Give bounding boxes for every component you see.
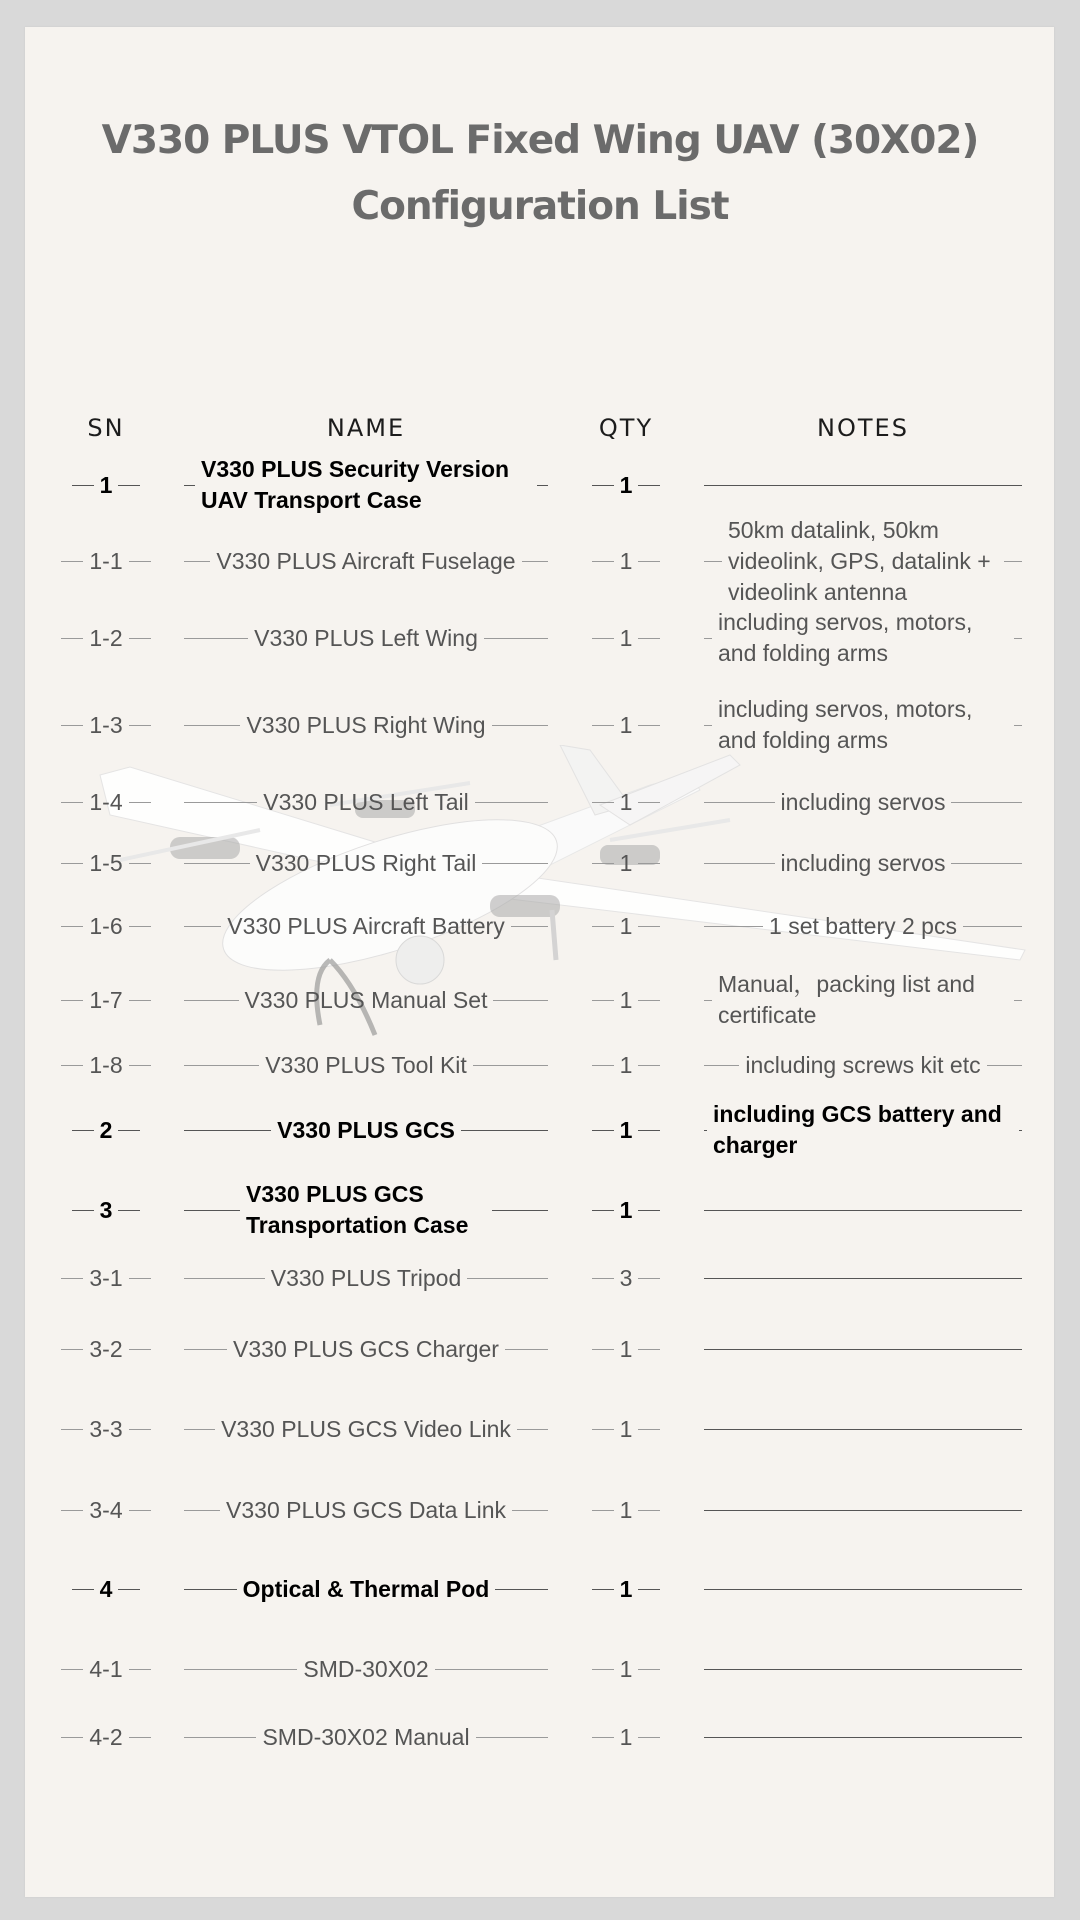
divider-line <box>592 802 614 803</box>
divider-line <box>118 1130 140 1131</box>
divider-line <box>638 863 660 864</box>
sn-value: 1-4 <box>89 788 123 815</box>
divider-line <box>129 926 151 927</box>
divider-line <box>129 1669 151 1670</box>
table-row <box>0 1258 1080 1298</box>
divider-line <box>1004 561 1022 562</box>
divider-line <box>505 1349 548 1350</box>
notes-value: including servos, motors, and folding arms <box>718 696 973 753</box>
header-sn: SN <box>87 414 125 442</box>
qty-value-cell <box>580 782 672 822</box>
table-row <box>0 516 1080 605</box>
divider-line <box>184 1510 220 1511</box>
divider-line <box>704 725 712 726</box>
divider-line <box>475 802 548 803</box>
divider-line <box>1019 1130 1022 1131</box>
sn-value: 1-8 <box>89 1051 123 1078</box>
table-row <box>0 1645 1080 1693</box>
divider-line <box>963 926 1022 927</box>
divider-line <box>704 638 712 639</box>
divider-line <box>592 1000 614 1001</box>
sn-value-cell <box>58 1045 154 1085</box>
item-name: V330 PLUS Right Wing <box>246 711 486 738</box>
divider-line <box>184 638 248 639</box>
sn-value: 3-2 <box>89 1335 123 1362</box>
divider-line <box>484 638 548 639</box>
item-name: V330 PLUS Right Tail <box>255 849 477 876</box>
qty-value: 1 <box>619 1051 633 1078</box>
divider-line <box>184 725 240 726</box>
item-name-cell <box>184 1045 548 1085</box>
sn-value: 1 <box>99 471 113 498</box>
qty-value: 1 <box>619 1723 633 1750</box>
table-row <box>0 1486 1080 1534</box>
divider-line <box>129 1278 151 1279</box>
divider-line <box>492 725 548 726</box>
notes-value-cell <box>704 1100 1022 1160</box>
divider-line <box>61 1349 83 1350</box>
notes-value-cell <box>704 1045 1022 1085</box>
divider-line <box>592 638 614 639</box>
divider-line <box>467 1278 548 1279</box>
divider-line <box>638 1510 660 1511</box>
sn-value: 1-6 <box>89 912 123 939</box>
qty-value-cell <box>580 455 672 515</box>
sn-value-cell <box>58 1645 154 1693</box>
divider-line <box>61 1429 83 1430</box>
item-name: SMD-30X02 <box>303 1655 429 1682</box>
divider-line <box>435 1669 548 1670</box>
item-name-cell <box>184 528 548 594</box>
qty-value: 1 <box>619 849 633 876</box>
table-row <box>0 1405 1080 1453</box>
divider-line <box>184 1737 256 1738</box>
sn-value-cell <box>58 1325 154 1373</box>
item-name-cell <box>184 1645 548 1693</box>
divider-line <box>1014 1000 1022 1001</box>
divider-line <box>1014 638 1022 639</box>
table-row <box>0 1565 1080 1613</box>
divider-line <box>592 1737 614 1738</box>
divider-line <box>129 1737 151 1738</box>
qty-value-cell <box>580 528 672 594</box>
sn-value: 4 <box>99 1575 113 1602</box>
item-name-cell <box>184 1405 548 1453</box>
divider-line <box>638 561 660 562</box>
divider-line <box>592 1065 614 1066</box>
table-row <box>0 605 1080 671</box>
divider-line <box>184 485 195 486</box>
item-name: V330 PLUS Left Tail <box>263 788 469 815</box>
divider-line <box>592 1669 614 1670</box>
notes-empty-line <box>704 1486 1022 1534</box>
sn-value-cell <box>58 1486 154 1534</box>
divider-line <box>638 1000 660 1001</box>
divider-line <box>592 1510 614 1511</box>
qty-value: 1 <box>619 1575 633 1602</box>
sn-value: 4-1 <box>89 1655 123 1682</box>
divider-line <box>704 1349 1022 1350</box>
table-row <box>0 1713 1080 1761</box>
sn-value: 1-3 <box>89 711 123 738</box>
table-row <box>0 1045 1080 1085</box>
divider-line <box>592 725 614 726</box>
qty-value: 1 <box>619 1655 633 1682</box>
divider-line <box>72 1589 94 1590</box>
sn-value-cell <box>58 843 154 883</box>
divider-line <box>1014 725 1022 726</box>
qty-value-cell <box>580 1405 672 1453</box>
divider-line <box>61 1737 83 1738</box>
qty-value: 1 <box>619 788 633 815</box>
divider-line <box>638 1278 660 1279</box>
item-name-cell <box>184 843 548 883</box>
divider-line <box>592 1349 614 1350</box>
divider-line <box>704 863 775 864</box>
divider-line <box>638 1349 660 1350</box>
item-name-cell <box>184 1486 548 1534</box>
divider-line <box>129 1510 151 1511</box>
divider-line <box>704 1429 1022 1430</box>
notes-empty-line <box>704 1258 1022 1298</box>
qty-value: 1 <box>619 711 633 738</box>
notes-empty-line <box>704 455 1022 515</box>
divider-line <box>184 1429 215 1430</box>
divider-line <box>61 1065 83 1066</box>
divider-line <box>184 1210 240 1211</box>
item-name: V330 PLUS Security Version UAV Transport Case <box>201 456 510 513</box>
item-name: V330 PLUS Tripod <box>270 1264 462 1291</box>
notes-empty-line <box>704 1180 1022 1240</box>
divider-line <box>704 485 1022 486</box>
sn-value-cell <box>58 695 154 755</box>
item-name-cell <box>184 906 548 946</box>
item-name: V330 PLUS GCS Data Link <box>226 1496 506 1523</box>
item-name-cell <box>184 782 548 822</box>
sn-value-cell <box>58 1713 154 1761</box>
item-name: V330 PLUS GCS <box>277 1116 455 1143</box>
divider-line <box>129 802 151 803</box>
divider-line <box>129 561 151 562</box>
divider-line <box>61 802 83 803</box>
divider-line <box>704 1000 712 1001</box>
notes-value-cell <box>704 695 1022 755</box>
item-name-cell <box>184 1713 548 1761</box>
qty-value-cell <box>580 1713 672 1761</box>
notes-value: 50km datalink, 50km videolink, GPS, datalink + videolink antenna <box>728 516 991 605</box>
divider-line <box>592 926 614 927</box>
item-name: SMD-30X02 Manual <box>262 1723 470 1750</box>
divider-line <box>61 1278 83 1279</box>
qty-value: 1 <box>619 624 633 651</box>
item-name-cell <box>184 1180 548 1240</box>
divider-line <box>638 638 660 639</box>
divider-line <box>493 1000 548 1001</box>
divider-line <box>638 1589 660 1590</box>
qty-value: 1 <box>619 1496 633 1523</box>
divider-line <box>61 926 83 927</box>
item-name-cell <box>184 1325 548 1373</box>
notes-value: including servos, motors, and folding arms <box>718 609 973 666</box>
divider-line <box>638 1210 660 1211</box>
item-name: V330 PLUS GCS Transportation Case <box>246 1181 469 1238</box>
divider-line <box>638 1429 660 1430</box>
qty-value: 1 <box>619 547 633 574</box>
item-name: V330 PLUS Aircraft Battery <box>227 912 505 939</box>
divider-line <box>592 1278 614 1279</box>
notes-value-cell <box>704 843 1022 883</box>
notes-value: including servos <box>780 849 946 876</box>
notes-value: including GCS battery and charger <box>713 1101 1002 1158</box>
divider-line <box>638 485 660 486</box>
title-line-1: V330 PLUS VTOL Fixed Wing UAV (30X02) <box>101 118 979 163</box>
notes-empty-line <box>704 1565 1022 1613</box>
title-line-2: Configuration List <box>351 184 729 229</box>
item-name-cell <box>184 1258 548 1298</box>
notes-value-cell <box>704 516 1022 605</box>
divider-line <box>184 1669 297 1670</box>
header-name: NAME <box>326 414 406 442</box>
notes-value: Manual，packing list and certificate <box>718 971 975 1028</box>
notes-empty-line <box>704 1713 1022 1761</box>
qty-value-cell <box>580 1325 672 1373</box>
item-name: V330 PLUS Aircraft Fuselage <box>216 547 516 574</box>
divider-line <box>638 725 660 726</box>
item-name: V330 PLUS GCS Charger <box>233 1335 499 1362</box>
sn-value-cell <box>58 782 154 822</box>
notes-value-cell <box>704 906 1022 946</box>
divider-line <box>592 485 614 486</box>
sn-value-cell <box>58 1180 154 1240</box>
divider-line <box>522 561 548 562</box>
qty-value-cell <box>580 843 672 883</box>
qty-value: 3 <box>619 1264 633 1291</box>
qty-value-cell <box>580 1100 672 1160</box>
sn-value: 1-2 <box>89 624 123 651</box>
divider-line <box>638 926 660 927</box>
table-row <box>0 843 1080 883</box>
item-name-cell <box>184 695 548 755</box>
divider-line <box>511 926 548 927</box>
sn-value: 1-1 <box>89 547 123 574</box>
item-name: V330 PLUS Tool Kit <box>265 1051 467 1078</box>
divider-line <box>184 1278 265 1279</box>
item-name: V330 PLUS Left Wing <box>254 624 478 651</box>
divider-line <box>592 561 614 562</box>
divider-line <box>72 1130 94 1131</box>
table-row <box>0 1180 1080 1240</box>
divider-line <box>61 638 83 639</box>
sn-value-cell <box>58 967 154 1033</box>
divider-line <box>592 863 614 864</box>
divider-line <box>704 1278 1022 1279</box>
divider-line <box>638 1737 660 1738</box>
divider-line <box>987 1065 1022 1066</box>
sn-value-cell <box>58 1100 154 1160</box>
notes-value: 1 set battery 2 pcs <box>769 912 957 939</box>
qty-value-cell <box>580 1180 672 1240</box>
divider-line <box>592 1589 614 1590</box>
divider-line <box>184 1589 237 1590</box>
divider-line <box>482 863 548 864</box>
divider-line <box>704 1210 1022 1211</box>
table-row <box>0 455 1080 515</box>
item-name: Optical & Thermal Pod <box>242 1575 490 1602</box>
notes-empty-line <box>704 1645 1022 1693</box>
divider-line <box>704 1589 1022 1590</box>
sn-value-cell <box>58 1258 154 1298</box>
header-qty: QTY <box>598 414 654 442</box>
divider-line <box>61 863 83 864</box>
divider-line <box>704 802 775 803</box>
divider-line <box>184 802 257 803</box>
divider-line <box>951 802 1022 803</box>
qty-value: 1 <box>619 986 633 1013</box>
sn-value-cell <box>58 1405 154 1453</box>
divider-line <box>638 802 660 803</box>
divider-line <box>129 638 151 639</box>
qty-value-cell <box>580 605 672 671</box>
qty-value-cell <box>580 1045 672 1085</box>
page-title <box>0 108 1080 240</box>
divider-line <box>592 1210 614 1211</box>
table-row <box>0 782 1080 822</box>
notes-empty-line <box>704 1405 1022 1453</box>
divider-line <box>638 1669 660 1670</box>
divider-line <box>72 1210 94 1211</box>
notes-value-cell <box>704 967 1022 1033</box>
divider-line <box>61 1000 83 1001</box>
sn-value-cell <box>58 906 154 946</box>
header-notes: NOTES <box>817 414 909 442</box>
divider-line <box>638 1065 660 1066</box>
divider-line <box>61 1669 83 1670</box>
qty-value: 1 <box>619 1196 633 1223</box>
divider-line <box>129 1429 151 1430</box>
divider-line <box>184 561 210 562</box>
qty-value-cell <box>580 967 672 1033</box>
sn-value-cell <box>58 605 154 671</box>
divider-line <box>704 1510 1022 1511</box>
divider-line <box>461 1130 548 1131</box>
notes-empty-line <box>704 1325 1022 1373</box>
divider-line <box>476 1737 548 1738</box>
qty-value: 1 <box>619 1116 633 1143</box>
divider-line <box>129 725 151 726</box>
divider-line <box>517 1429 548 1430</box>
divider-line <box>129 1065 151 1066</box>
sn-value: 3 <box>99 1196 113 1223</box>
qty-value: 1 <box>619 471 633 498</box>
sn-value: 2 <box>99 1116 113 1143</box>
divider-line <box>184 926 221 927</box>
divider-line <box>704 561 722 562</box>
notes-value-cell <box>704 782 1022 822</box>
divider-line <box>184 1000 239 1001</box>
sn-value: 1-5 <box>89 849 123 876</box>
divider-line <box>118 1589 140 1590</box>
divider-line <box>129 1349 151 1350</box>
sn-value-cell <box>58 455 154 515</box>
sn-value-cell <box>58 1565 154 1613</box>
divider-line <box>61 561 83 562</box>
divider-line <box>118 1210 140 1211</box>
qty-value: 1 <box>619 912 633 939</box>
item-name-cell <box>184 967 548 1033</box>
sn-value: 3-3 <box>89 1415 123 1442</box>
divider-line <box>61 725 83 726</box>
divider-line <box>592 1429 614 1430</box>
notes-value: including screws kit etc <box>745 1051 981 1078</box>
divider-line <box>184 1065 259 1066</box>
qty-value: 1 <box>619 1415 633 1442</box>
divider-line <box>592 1130 614 1131</box>
divider-line <box>129 1000 151 1001</box>
sn-value: 4-2 <box>89 1723 123 1750</box>
item-name-cell <box>184 1565 548 1613</box>
divider-line <box>118 485 140 486</box>
qty-value-cell <box>580 1486 672 1534</box>
table-row <box>0 1100 1080 1160</box>
sn-value: 3-1 <box>89 1264 123 1291</box>
item-name-cell <box>184 455 548 515</box>
item-name: V330 PLUS GCS Video Link <box>221 1415 511 1442</box>
divider-line <box>61 1510 83 1511</box>
item-name-cell <box>184 605 548 671</box>
sn-value: 3-4 <box>89 1496 123 1523</box>
item-name-cell <box>184 1100 548 1160</box>
divider-line <box>184 1130 271 1131</box>
divider-line <box>638 1130 660 1131</box>
sn-value-cell <box>58 528 154 594</box>
table-row <box>0 1325 1080 1373</box>
divider-line <box>704 926 763 927</box>
divider-line <box>512 1510 548 1511</box>
divider-line <box>184 1349 227 1350</box>
divider-line <box>492 1210 548 1211</box>
qty-value-cell <box>580 1258 672 1298</box>
notes-value-cell <box>704 605 1022 671</box>
sn-value: 1-7 <box>89 986 123 1013</box>
divider-line <box>704 1065 739 1066</box>
notes-value: including servos <box>780 788 946 815</box>
qty-value-cell <box>580 906 672 946</box>
divider-line <box>72 485 94 486</box>
qty-value-cell <box>580 1565 672 1613</box>
divider-line <box>129 863 151 864</box>
divider-line <box>495 1589 548 1590</box>
qty-value-cell <box>580 1645 672 1693</box>
table-row <box>0 967 1080 1033</box>
table-row <box>0 695 1080 755</box>
divider-line <box>704 1737 1022 1738</box>
divider-line <box>704 1669 1022 1670</box>
table-row <box>0 906 1080 946</box>
divider-line <box>184 863 250 864</box>
divider-line <box>537 485 548 486</box>
divider-line <box>951 863 1022 864</box>
qty-value-cell <box>580 695 672 755</box>
divider-line <box>473 1065 548 1066</box>
item-name: V330 PLUS Manual Set <box>244 986 488 1013</box>
qty-value: 1 <box>619 1335 633 1362</box>
